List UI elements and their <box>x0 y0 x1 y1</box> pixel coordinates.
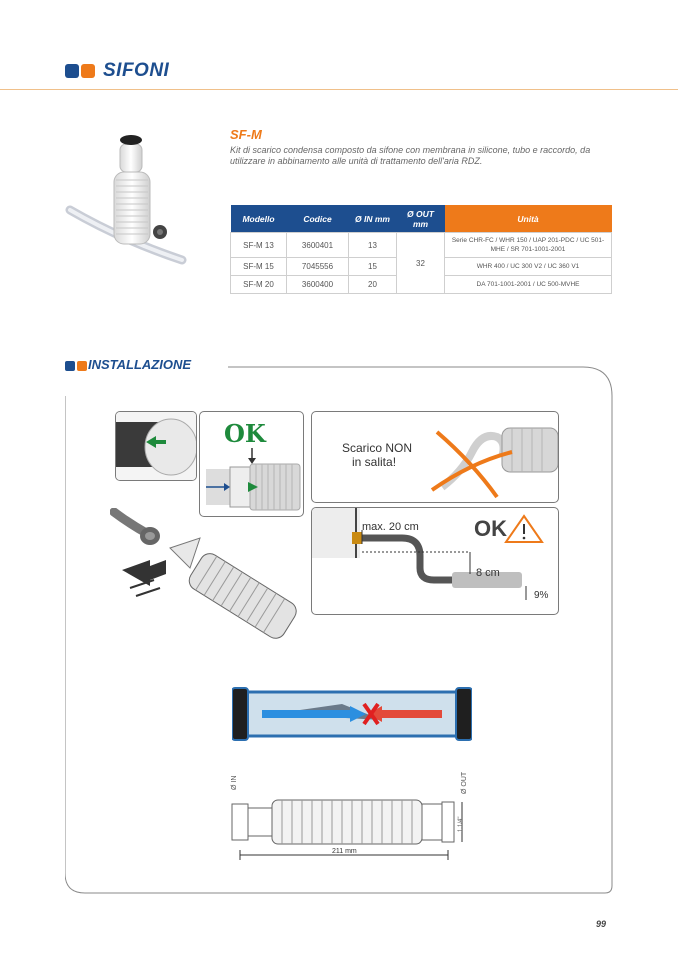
dim-thread-label: 1 1/4" <box>458 816 464 832</box>
panel-ok-installation <box>311 507 559 615</box>
scarico-line1: Scarico NON <box>342 441 413 455</box>
slope-label: 9% <box>534 590 549 601</box>
ok-label-2: OK <box>474 516 507 541</box>
cell-codice: 3600400 <box>287 276 349 294</box>
no-uphill-diagram <box>312 412 558 502</box>
panel-no-uphill <box>311 411 559 503</box>
insertion-illustration <box>110 508 305 648</box>
col-header-unita: Unità <box>445 205 612 233</box>
page-number: 99 <box>596 919 607 929</box>
ok-installation-diagram <box>312 508 558 614</box>
cell-out: 32 <box>397 233 445 294</box>
cell-unita: DA 701-1001-2001 / UC 500-MVHE <box>445 276 612 294</box>
dim-out-label: Ø OUT <box>461 771 468 794</box>
col-header-modello: Modello <box>231 205 287 233</box>
product-description: Kit di scarico condensa composto da sifone con membrana in silicone, tubo e raccordo, da utilizzare in abbinamento alle unità di trattamento dell'aria RDZ. <box>230 145 591 166</box>
brand-logo-icon <box>65 64 95 78</box>
cell-in: 13 <box>349 233 397 258</box>
dim-length-label: 211 mm <box>332 848 357 855</box>
table-row <box>231 233 612 258</box>
header-divider <box>0 89 678 90</box>
cell-codice: 3600401 <box>287 233 349 258</box>
product-title: SF-M <box>230 127 262 142</box>
ok-diagram <box>200 412 303 516</box>
siphon-cross-section <box>232 684 472 744</box>
section-title: SIFONI <box>103 60 170 81</box>
cell-modello: SF-M 13 <box>231 233 287 258</box>
installazione-title: INSTALLAZIONE <box>88 357 192 372</box>
dim-in-label: Ø IN <box>231 775 238 790</box>
cell-unita: Serie CHR-FC / WHR 150 / UAP 201-PDC / UC 501-MHE / SR 701-1001-2001 <box>445 233 612 258</box>
ok-label: OK <box>224 419 266 448</box>
drop-label: 8 cm <box>476 567 500 579</box>
panel-ok-alignment <box>199 411 304 517</box>
spec-table <box>230 205 612 294</box>
panel-insertion-detail <box>115 411 197 481</box>
cell-modello: SF-M 20 <box>231 276 287 294</box>
col-header-in: Ø IN mm <box>349 205 397 233</box>
col-header-out: Ø OUT mm <box>397 205 445 233</box>
product-photo <box>62 128 197 273</box>
scarico-line2: in salita! <box>352 455 397 469</box>
cell-modello: SF-M 15 <box>231 258 287 276</box>
cell-unita: WHR 400 / UC 300 V2 / UC 360 V1 <box>445 258 612 276</box>
technical-drawing <box>226 764 486 864</box>
max-label: max. 20 cm <box>362 521 419 533</box>
col-header-codice: Codice <box>287 205 349 233</box>
cell-in: 20 <box>349 276 397 294</box>
cell-codice: 7045556 <box>287 258 349 276</box>
cell-in: 15 <box>349 258 397 276</box>
